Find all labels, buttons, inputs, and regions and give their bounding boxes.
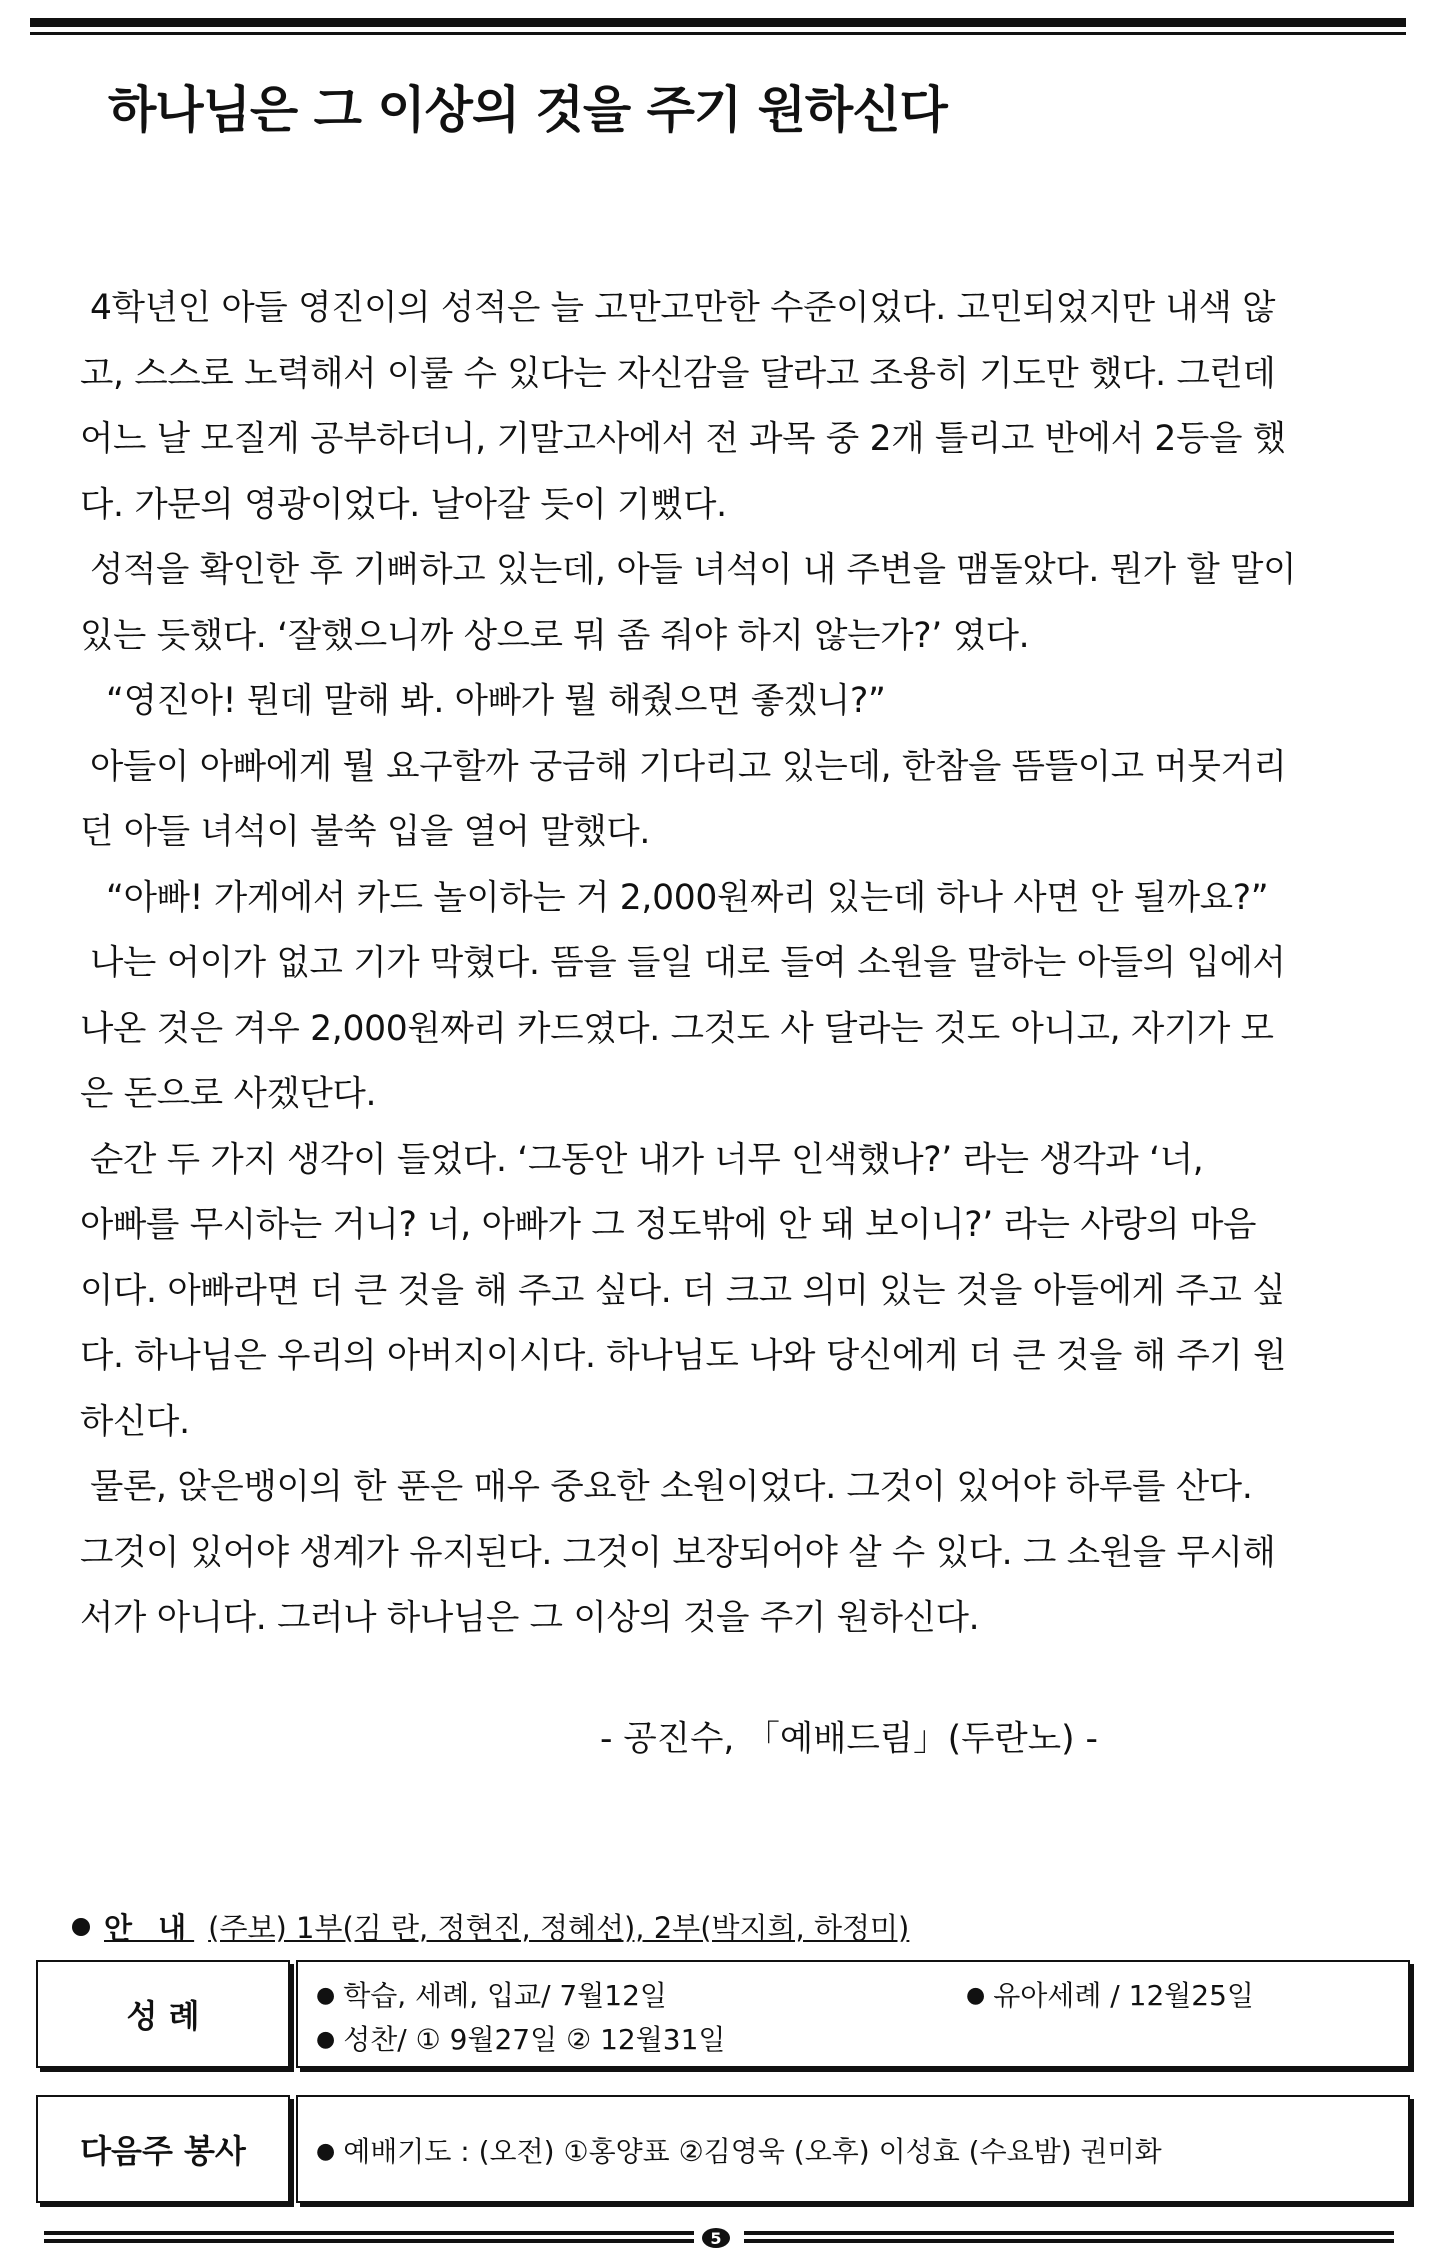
body-line: 나온 것은 겨우 2,000원짜리 카드였다. 그것도 사 달라는 것도 아니고, 자기가 모	[80, 1008, 1274, 1049]
body-line: 다. 가문의 영광이었다. 날아갈 듯이 기뻤다.	[80, 484, 727, 525]
body-line: 성적을 확인한 후 기뻐하고 있는데, 아들 녀석이 내 주변을 맴돌았다. 뭔가 할 말이	[90, 550, 1297, 590]
body-line: “영진아! 뭔데 말해 봐. 아빠가 뭘 해줬으면 좋겠니?”	[106, 681, 886, 721]
sacraments-item: ● 유아세례 / 12월25일	[966, 1974, 1254, 2014]
sacraments-header: 성 례	[36, 1960, 290, 2068]
body-line: 있는 듯했다. ‘잘했으니까 상으로 뭐 좀 줘야 하지 않는가?’ 였다.	[80, 615, 1030, 656]
body-line: 던 아들 녀석이 불쑥 입을 열어 말했다.	[80, 812, 651, 852]
body-line: 아들이 아빠에게 뭘 요구할까 궁금해 기다리고 있는데, 한참을 뜸뜰이고 머뭇거리	[90, 746, 1287, 787]
sacraments-item: ● 성찬/ ① 9월27일 ② 12월31일	[316, 2018, 725, 2058]
body-line: 은 돈으로 사겠단다.	[80, 1074, 377, 1114]
body-line: 아빠를 무시하는 거니? 너, 아빠가 그 정도밖에 안 돼 보이니?’ 라는 사랑의 마음	[80, 1205, 1257, 1245]
body-line: 서가 아니다. 그러나 하나님은 그 이상의 것을 주기 원하신다.	[80, 1598, 980, 1638]
body-line: 순간 두 가지 생각이 들었다. ‘그동안 내가 너무 인색했나?’ 라는 생각과 ‘너,	[90, 1139, 1204, 1180]
top-rule	[30, 18, 1406, 35]
body-line: “아빠! 가게에서 카드 놀이하는 거 2,000원짜리 있는데 하나 사면 안 될까요?”	[106, 877, 1269, 918]
body-line: 그것이 있어야 생계가 유지된다. 그것이 보장되어야 살 수 있다. 그 소원을 무시해	[80, 1532, 1276, 1573]
body-line: 4학년인 아들 영진이의 성적은 늘 고만고만한 수준이었다. 고민되었지만 내색 않	[90, 288, 1276, 328]
body-line: 나는 어이가 없고 기가 막혔다. 뜸을 들일 대로 들여 소원을 말하는 아들의 입에서	[90, 943, 1286, 983]
body-line: 이다. 아빠라면 더 큰 것을 해 주고 싶다. 더 크고 의미 있는 것을 아들에게 주고 싶	[80, 1270, 1286, 1311]
sacraments-content	[296, 1960, 1410, 2068]
notice-line	[72, 1906, 909, 1947]
page-number: 5	[702, 2228, 730, 2248]
service-item: ● 예배기도 : (오전) ①홍양표 ②김영욱 (오후) 이성효 (수요밤) 권미화	[316, 2130, 1162, 2170]
body-line: 고, 스스로 노력해서 이룰 수 있다는 자신감을 달라고 조용히 기도만 했다. 그런데	[80, 353, 1276, 394]
sacraments-item: ● 학습, 세례, 입교/ 7월12일	[316, 1974, 667, 2014]
article-body	[80, 276, 1380, 1652]
bullet-icon	[72, 1918, 90, 1936]
page-title: 하나님은 그 이상의 것을 주기 원하신다	[108, 81, 947, 139]
notice-label: 안 내	[104, 1911, 195, 1945]
service-header: 다음주 봉사	[36, 2095, 290, 2203]
notice-text: (주보) 1부(김 란, 정현진, 정혜선), 2부(박지희, 하정미)	[208, 1911, 910, 1945]
body-line: 다. 하나님은 우리의 아버지이시다. 하나님도 나와 당신에게 더 큰 것을 해 주기 원	[80, 1336, 1287, 1376]
body-line: 하신다.	[80, 1401, 190, 1442]
body-line: 어느 날 모질게 공부하더니, 기말고사에서 전 과목 중 2개 틀리고 반에서 2등을 했	[80, 419, 1286, 459]
body-line: 물론, 앉은뱅이의 한 푼은 매우 중요한 소원이었다. 그것이 있어야 하루를 산다.	[90, 1467, 1253, 1507]
service-content	[296, 2095, 1410, 2203]
source-citation: - 공진수, 「예배드림」(두란노) -	[600, 1719, 1098, 1759]
